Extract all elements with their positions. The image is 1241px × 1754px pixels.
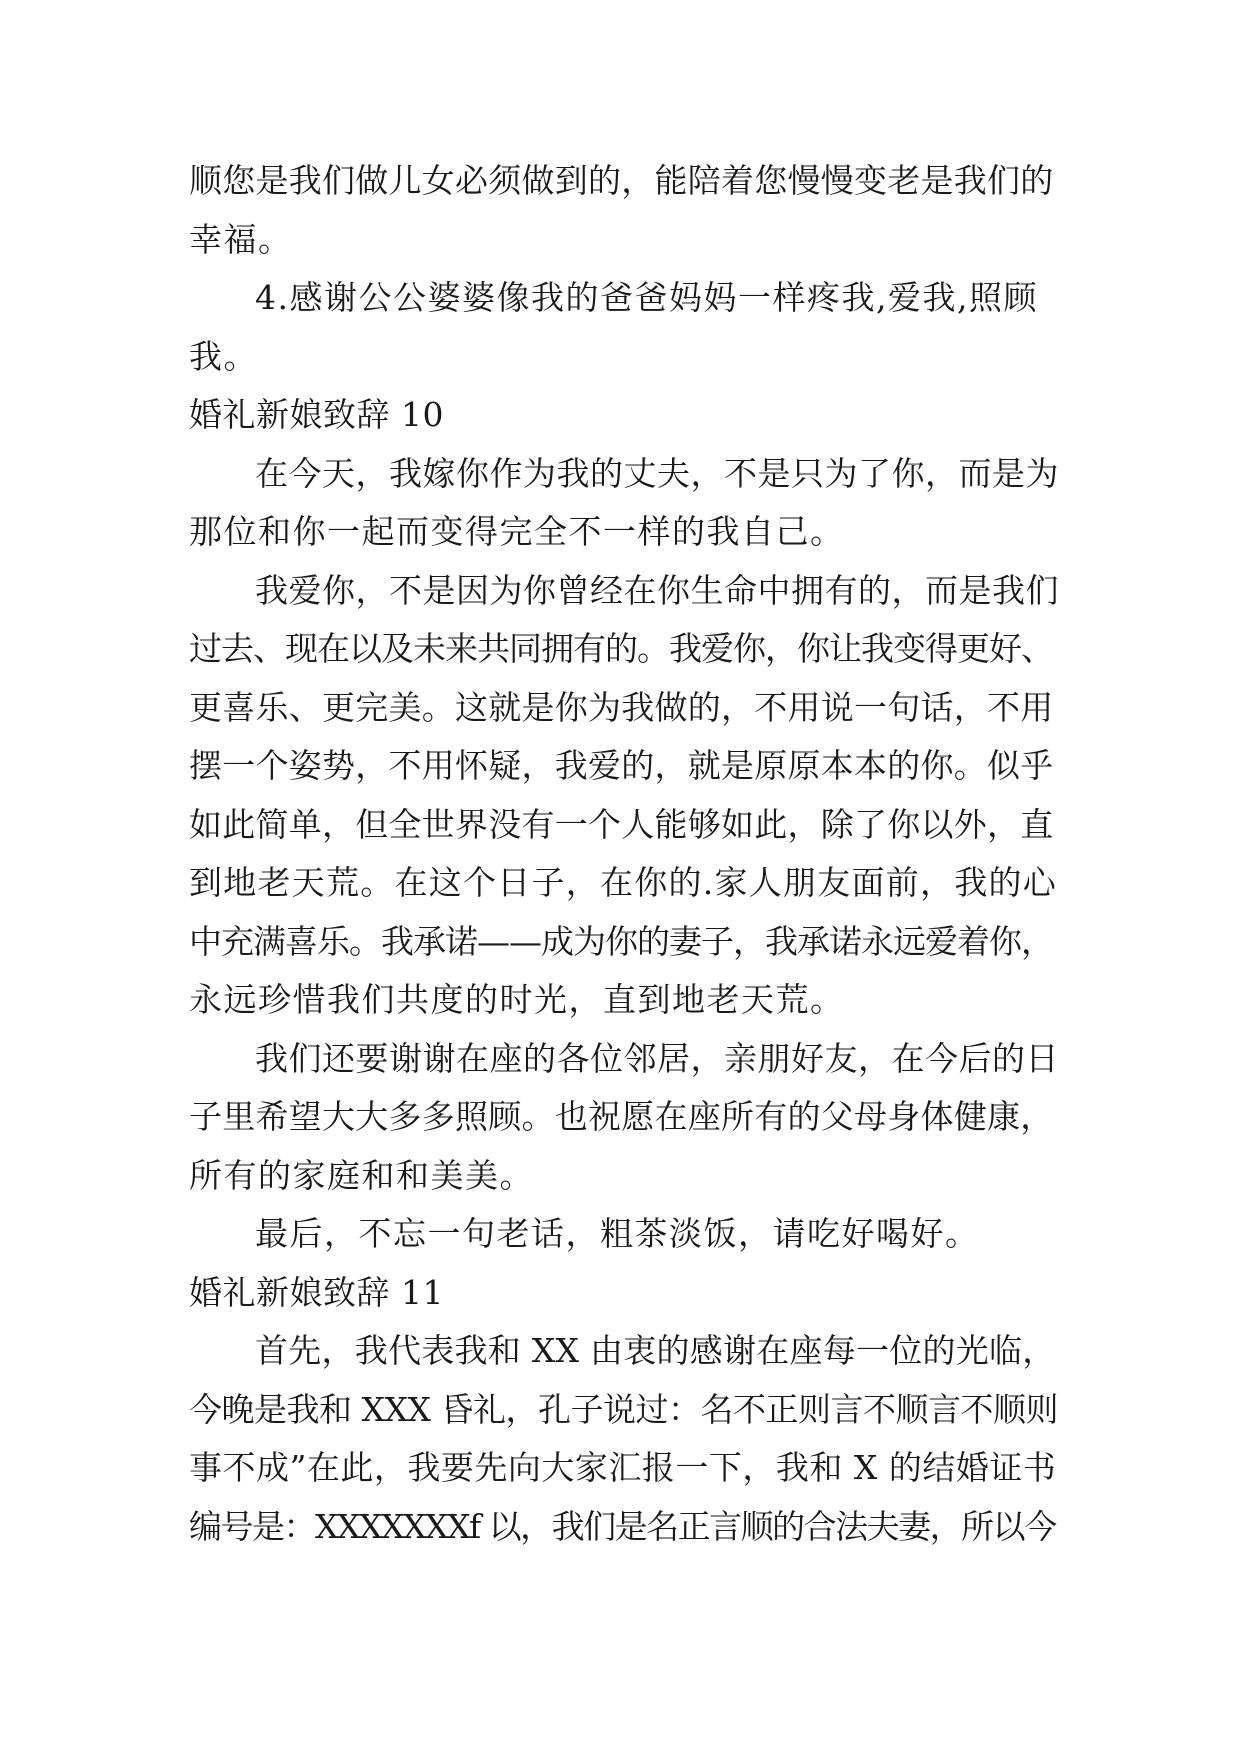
document-body [189, 152, 1059, 1556]
text-line: 我爱你，不是因为你曾经在你生命中拥有的，而是我们 [255, 570, 1059, 610]
text-line: 我们还要谢谢在座的各位邻居，亲朋好友，在今后的日 [255, 1038, 1059, 1078]
text-line: 幸福。 [189, 219, 293, 259]
text-line: 在今天，我嫁你作为我的丈夫，不是只为了你，而是为 [255, 453, 1059, 493]
text-line: 今晚是我和 XXX 昏礼，孔子说过：名不正则言不顺言不顺则 [189, 1389, 1058, 1429]
text-line: 顺您是我们做儿女必须做到的，能陪着您慢慢变老是我们的 [189, 161, 1054, 200]
text-line: 首先，我代表我和 XX 由衷的感谢在座每一位的光临， [255, 1331, 1056, 1370]
text-line: 子里希望大大多多照顾。也祝愿在座所有的父母身体健康， [189, 1097, 1054, 1136]
text-line: 永远珍惜我们共度的时光，直到地老天荒。 [189, 980, 845, 1019]
text-line: 过去、现在以及未来共同拥有的。我爱你，你让我变得更好、 [189, 629, 1053, 668]
text-line: 事不成”在此，我要先向大家汇报一下，我和 X 的结婚证书 [189, 1448, 1057, 1487]
text-line: 4.感谢公公婆婆像我的爸爸妈妈一样疼我,爱我,照顾 [255, 278, 1038, 317]
text-line: 更喜乐、更完美。这就是你为我做的，不用说一句话，不用 [189, 687, 1054, 727]
text-line: 最后，不忘一句老话，粗茶淡饭，请吃好喝好。 [255, 1214, 980, 1253]
text-line: 摆一个姿势，不用怀疑，我爱的，就是原原本本的你。似乎 [189, 746, 1054, 785]
text-line: 中充满喜乐。我承诺——成为你的妻子，我承诺永远爱着你， [189, 921, 1053, 961]
text-line: 如此简单，但全世界没有一个人能够如此，除了你以外，直 [189, 804, 1054, 844]
text-line: 我。 [189, 336, 258, 376]
text-line: 所有的家庭和和美美。 [189, 1155, 534, 1195]
text-line: 那位和你一起而变得完全不一样的我自己。 [189, 512, 845, 551]
text-line: 编号是：XXXXXXXf 以，我们是名正言顺的合法夫妻，所以今 [189, 1506, 1056, 1546]
section-heading: 婚礼新娘致辞 10 [189, 395, 444, 434]
section-heading: 婚礼新娘致辞 11 [189, 1272, 444, 1312]
text-line: 到地老天荒。在这个日子，在你的.家人朋友面前，我的心 [189, 863, 1057, 902]
